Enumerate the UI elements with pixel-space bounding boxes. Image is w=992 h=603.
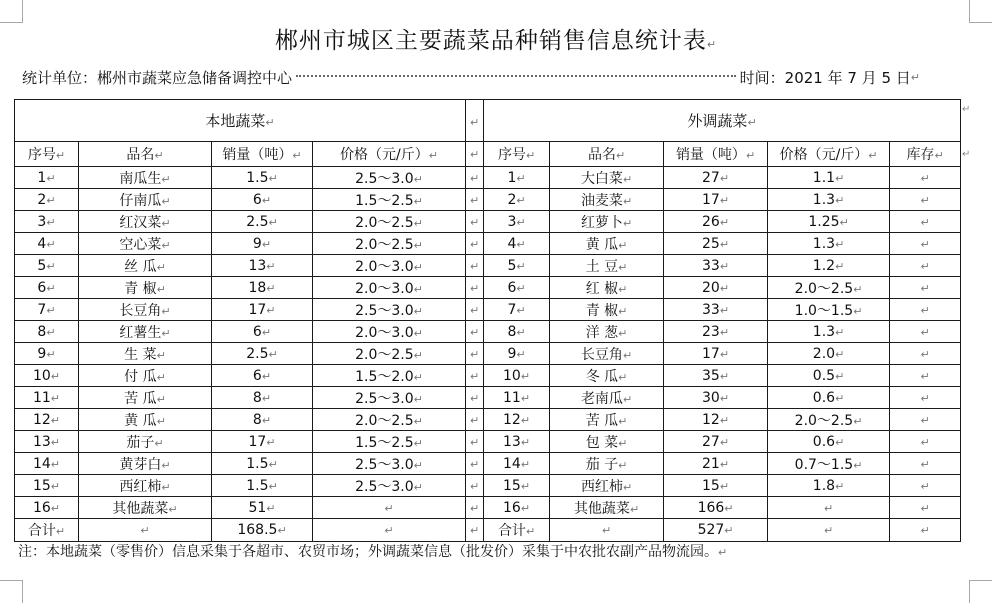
outside-stock-cell: ↵	[890, 321, 961, 343]
outside-stock-cell: ↵	[890, 211, 961, 233]
outside-price-cell: 0.6↵	[768, 387, 890, 409]
outside-stock-cell: ↵	[890, 277, 961, 299]
outside-index-cell: 11↵	[484, 387, 550, 409]
local-index-cell: 9↵	[15, 343, 79, 365]
table-row	[15, 387, 961, 409]
local-price-cell: 1.5～2.5↵	[313, 189, 466, 211]
outside-volume-cell: 17↵	[664, 189, 768, 211]
outside-index-cell: 4↵	[484, 233, 550, 255]
outside-stock-cell: ↵	[890, 387, 961, 409]
separator-cell: ↵	[466, 497, 484, 519]
outside-name-cell: 茄 子↵	[550, 453, 664, 475]
table-row	[15, 233, 961, 255]
separator-cell: ↵	[466, 453, 484, 475]
local-volume-cell: 17↵	[212, 299, 313, 321]
local-volume-cell: 1.5↵	[212, 475, 313, 497]
local-volume-cell: 8↵	[212, 409, 313, 431]
outside-price-cell: 0.5↵	[768, 365, 890, 387]
local-total-price-cell: ↵	[313, 519, 466, 542]
separator-cell: ↵	[466, 189, 484, 211]
table-row	[15, 211, 961, 233]
group-header-row	[15, 100, 961, 142]
local-index-cell: 10↵	[15, 365, 79, 387]
date-label: 时间：2021 年 7 月 5 日	[739, 68, 911, 87]
row-end-mark: ↵	[962, 104, 971, 115]
outside-name-cell: 油麦菜↵	[550, 189, 664, 211]
row-end-mark: ↵	[962, 149, 971, 160]
total-row	[15, 519, 961, 542]
outside-price-cell: ↵	[768, 497, 890, 519]
outside-volume-cell: 166↵	[664, 497, 768, 519]
local-volume-cell: 18↵	[212, 277, 313, 299]
separator-cell: ↵	[466, 233, 484, 255]
local-index-cell: 13↵	[15, 431, 79, 453]
outside-name-cell: 老南瓜↵	[550, 387, 664, 409]
local-col-header: 销量（吨）↵	[212, 142, 313, 167]
outside-name-cell: 包 菜↵	[550, 431, 664, 453]
dot-leader	[296, 75, 736, 77]
table-row	[15, 277, 961, 299]
outside-col-header: 序号↵	[484, 142, 550, 167]
local-price-cell: 2.5～3.0↵	[313, 387, 466, 409]
outside-stock-cell: ↵	[890, 233, 961, 255]
outside-volume-cell: 20↵	[664, 277, 768, 299]
separator-cell: ↵	[466, 431, 484, 453]
local-total-index-cell: 合计↵	[15, 519, 79, 542]
local-volume-cell: 6↵	[212, 321, 313, 343]
table-row	[15, 189, 961, 211]
local-price-cell: 1.5～2.5↵	[313, 431, 466, 453]
local-name-cell: 付 瓜↵	[79, 365, 212, 387]
local-volume-cell: 2.5↵	[212, 343, 313, 365]
local-name-cell: 仔南瓜↵	[79, 189, 212, 211]
separator-cell: ↵	[466, 255, 484, 277]
column-header-row	[15, 142, 961, 167]
separator-cell: ↵	[466, 387, 484, 409]
outside-index-cell: 16↵	[484, 497, 550, 519]
local-price-cell: 2.0～2.5↵	[313, 409, 466, 431]
table-row	[15, 475, 961, 497]
local-price-cell: 2.0～2.5↵	[313, 233, 466, 255]
local-name-cell: 黄芽白↵	[79, 453, 212, 475]
outside-volume-cell: 17↵	[664, 343, 768, 365]
local-name-cell: 丝 瓜↵	[79, 255, 212, 277]
local-volume-cell: 8↵	[212, 387, 313, 409]
outside-index-cell: 6↵	[484, 277, 550, 299]
local-total-volume-cell: 168.5↵	[212, 519, 313, 542]
local-name-cell: 红薯生↵	[79, 321, 212, 343]
outside-stock-cell: ↵	[890, 189, 961, 211]
local-name-cell: 空心菜↵	[79, 233, 212, 255]
outside-name-cell: 红 椒↵	[550, 277, 664, 299]
local-index-cell: 8↵	[15, 321, 79, 343]
separator-cell: ↵	[466, 100, 484, 142]
document-title: 郴州市城区主要蔬菜品种销售信息统计表↵	[274, 28, 718, 54]
local-price-cell: 2.5～3.0↵	[313, 475, 466, 497]
outside-index-cell: 13↵	[484, 431, 550, 453]
outside-price-cell: 1.1↵	[768, 167, 890, 189]
outside-group-header: 外调蔬菜↵	[484, 100, 961, 142]
outside-volume-cell: 12↵	[664, 409, 768, 431]
local-col-header: 品名↵	[79, 142, 212, 167]
separator-cell: ↵	[466, 299, 484, 321]
separator-cell: ↵	[466, 343, 484, 365]
local-name-cell: 茄子↵	[79, 431, 212, 453]
separator-cell: ↵	[466, 365, 484, 387]
outside-stock-cell: ↵	[890, 343, 961, 365]
local-name-cell: 长豆角↵	[79, 299, 212, 321]
outside-name-cell: 西红柿↵	[550, 475, 664, 497]
stat-unit-label: 统计单位：郴州市蔬菜应急储备调控中心	[22, 68, 293, 87]
outside-stock-cell: ↵	[890, 497, 961, 519]
outside-volume-cell: 33↵	[664, 299, 768, 321]
separator-cell: ↵	[466, 277, 484, 299]
local-price-cell: 2.0～3.0↵	[313, 321, 466, 343]
outside-price-cell: 1.3↵	[768, 189, 890, 211]
outside-index-cell: 1↵	[484, 167, 550, 189]
outside-name-cell: 苦 瓜↵	[550, 409, 664, 431]
table-row	[15, 453, 961, 475]
table-row	[15, 343, 961, 365]
local-index-cell: 14↵	[15, 453, 79, 475]
local-col-header: 价格（元/斤）↵	[313, 142, 466, 167]
outside-name-cell: 青 椒↵	[550, 299, 664, 321]
outside-index-cell: 5↵	[484, 255, 550, 277]
local-index-cell: 12↵	[15, 409, 79, 431]
outside-volume-cell: 35↵	[664, 365, 768, 387]
outside-price-cell: 2.0～2.5↵	[768, 409, 890, 431]
local-price-cell: 2.0～3.0↵	[313, 277, 466, 299]
separator-cell: ↵	[466, 321, 484, 343]
local-name-cell: 红汉菜↵	[79, 211, 212, 233]
outside-volume-cell: 15↵	[664, 475, 768, 497]
table-row	[15, 167, 961, 189]
separator-cell: ↵	[466, 519, 484, 542]
local-group-header: 本地蔬菜↵	[15, 100, 466, 142]
outside-index-cell: 14↵	[484, 453, 550, 475]
outside-price-cell: 0.6↵	[768, 431, 890, 453]
outside-price-cell: 1.25↵	[768, 211, 890, 233]
outside-name-cell: 长豆角↵	[550, 343, 664, 365]
separator-cell: ↵	[466, 142, 484, 167]
local-index-cell: 4↵	[15, 233, 79, 255]
local-index-cell: 15↵	[15, 475, 79, 497]
local-index-cell: 3↵	[15, 211, 79, 233]
separator-cell: ↵	[466, 475, 484, 497]
outside-stock-cell: ↵	[890, 167, 961, 189]
table-row	[15, 497, 961, 519]
table-row	[15, 255, 961, 277]
local-index-cell: 6↵	[15, 277, 79, 299]
outside-col-header: 品名↵	[550, 142, 664, 167]
local-index-cell: 2↵	[15, 189, 79, 211]
outside-volume-cell: 26↵	[664, 211, 768, 233]
outside-price-cell: 1.3↵	[768, 321, 890, 343]
outside-price-cell: 2.0～2.5↵	[768, 277, 890, 299]
local-price-cell: 2.0～3.0↵	[313, 255, 466, 277]
outside-total-name-cell: ↵	[550, 519, 664, 542]
outside-index-cell: 15↵	[484, 475, 550, 497]
local-volume-cell: 1.5↵	[212, 167, 313, 189]
crop-mark-top-left	[0, 0, 23, 23]
local-name-cell: 西红柿↵	[79, 475, 212, 497]
outside-volume-cell: 30↵	[664, 387, 768, 409]
outside-stock-cell: ↵	[890, 365, 961, 387]
outside-col-header: 价格（元/斤）↵	[768, 142, 890, 167]
local-price-cell: ↵	[313, 497, 466, 519]
local-index-cell: 5↵	[15, 255, 79, 277]
outside-price-cell: 2.0↵	[768, 343, 890, 365]
outside-index-cell: 12↵	[484, 409, 550, 431]
outside-name-cell: 黄 瓜↵	[550, 233, 664, 255]
outside-price-cell: 0.7～1.5↵	[768, 453, 890, 475]
separator-cell: ↵	[466, 211, 484, 233]
table-row	[15, 409, 961, 431]
local-name-cell: 青 椒↵	[79, 277, 212, 299]
local-index-cell: 7↵	[15, 299, 79, 321]
local-volume-cell: 13↵	[212, 255, 313, 277]
outside-stock-cell: ↵	[890, 255, 961, 277]
local-volume-cell: 1.5↵	[212, 453, 313, 475]
outside-price-cell: 1.3↵	[768, 233, 890, 255]
outside-total-index-cell: 合计↵	[484, 519, 550, 542]
outside-volume-cell: 23↵	[664, 321, 768, 343]
outside-stock-cell: ↵	[890, 453, 961, 475]
outside-volume-cell: 25↵	[664, 233, 768, 255]
outside-name-cell: 冬 瓜↵	[550, 365, 664, 387]
outside-col-header: 销量（吨）↵	[664, 142, 768, 167]
local-price-cell: 2.0～2.5↵	[313, 343, 466, 365]
outside-stock-cell: ↵	[890, 475, 961, 497]
local-index-cell: 11↵	[15, 387, 79, 409]
outside-stock-cell: ↵	[890, 431, 961, 453]
outside-index-cell: 7↵	[484, 299, 550, 321]
table-row	[15, 431, 961, 453]
outside-total-price-cell: ↵	[768, 519, 890, 542]
meta-line: 统计单位：郴州市蔬菜应急储备调控中心 时间：2021 年 7 月 5 日 ↵	[22, 68, 920, 87]
outside-price-cell: 1.8↵	[768, 475, 890, 497]
outside-name-cell: 红萝卜↵	[550, 211, 664, 233]
local-volume-cell: 6↵	[212, 365, 313, 387]
outside-stock-cell: ↵	[890, 299, 961, 321]
crop-mark-top-right	[969, 0, 992, 23]
local-index-cell: 16↵	[15, 497, 79, 519]
local-price-cell: 2.5～3.0↵	[313, 167, 466, 189]
outside-name-cell: 大白菜↵	[550, 167, 664, 189]
local-col-header: 序号↵	[15, 142, 79, 167]
outside-col-header: 库存↵	[890, 142, 961, 167]
local-volume-cell: 51↵	[212, 497, 313, 519]
outside-index-cell: 3↵	[484, 211, 550, 233]
outside-volume-cell: 27↵	[664, 167, 768, 189]
local-price-cell: 2.0～2.5↵	[313, 211, 466, 233]
local-index-cell: 1↵	[15, 167, 79, 189]
outside-name-cell: 其他蔬菜↵	[550, 497, 664, 519]
local-price-cell: 2.5～3.0↵	[313, 299, 466, 321]
local-volume-cell: 6↵	[212, 189, 313, 211]
local-volume-cell: 17↵	[212, 431, 313, 453]
outside-price-cell: 1.0～1.5↵	[768, 299, 890, 321]
outside-index-cell: 2↵	[484, 189, 550, 211]
local-total-name-cell: ↵	[79, 519, 212, 542]
crop-mark-bottom-right	[969, 580, 992, 603]
separator-cell: ↵	[466, 409, 484, 431]
table-row	[15, 299, 961, 321]
outside-volume-cell: 21↵	[664, 453, 768, 475]
outside-volume-cell: 27↵	[664, 431, 768, 453]
outside-price-cell: 1.2↵	[768, 255, 890, 277]
outside-index-cell: 9↵	[484, 343, 550, 365]
outside-volume-cell: 33↵	[664, 255, 768, 277]
vegetable-sales-table	[14, 99, 961, 542]
outside-total-stock-cell: ↵	[890, 519, 961, 542]
local-name-cell: 其他蔬菜↵	[79, 497, 212, 519]
outside-stock-cell: ↵	[890, 409, 961, 431]
local-name-cell: 生 菜↵	[79, 343, 212, 365]
crop-mark-bottom-left	[0, 580, 23, 603]
outside-index-cell: 10↵	[484, 365, 550, 387]
outside-total-volume-cell: 527↵	[664, 519, 768, 542]
outside-name-cell: 土 豆↵	[550, 255, 664, 277]
local-price-cell: 2.5～3.0↵	[313, 453, 466, 475]
footnote: 注：本地蔬菜（零售价）信息采集于各超市、农贸市场；外调蔬菜信息（批发价）采集于中农批农副产品物流园。↵	[18, 544, 728, 560]
table-row	[15, 321, 961, 343]
outside-name-cell: 洋 葱↵	[550, 321, 664, 343]
local-volume-cell: 9↵	[212, 233, 313, 255]
separator-cell: ↵	[466, 167, 484, 189]
local-name-cell: 黄 瓜↵	[79, 409, 212, 431]
table-row	[15, 365, 961, 387]
local-name-cell: 苦 瓜↵	[79, 387, 212, 409]
local-volume-cell: 2.5↵	[212, 211, 313, 233]
local-price-cell: 1.5～2.0↵	[313, 365, 466, 387]
outside-index-cell: 8↵	[484, 321, 550, 343]
local-name-cell: 南瓜生↵	[79, 167, 212, 189]
